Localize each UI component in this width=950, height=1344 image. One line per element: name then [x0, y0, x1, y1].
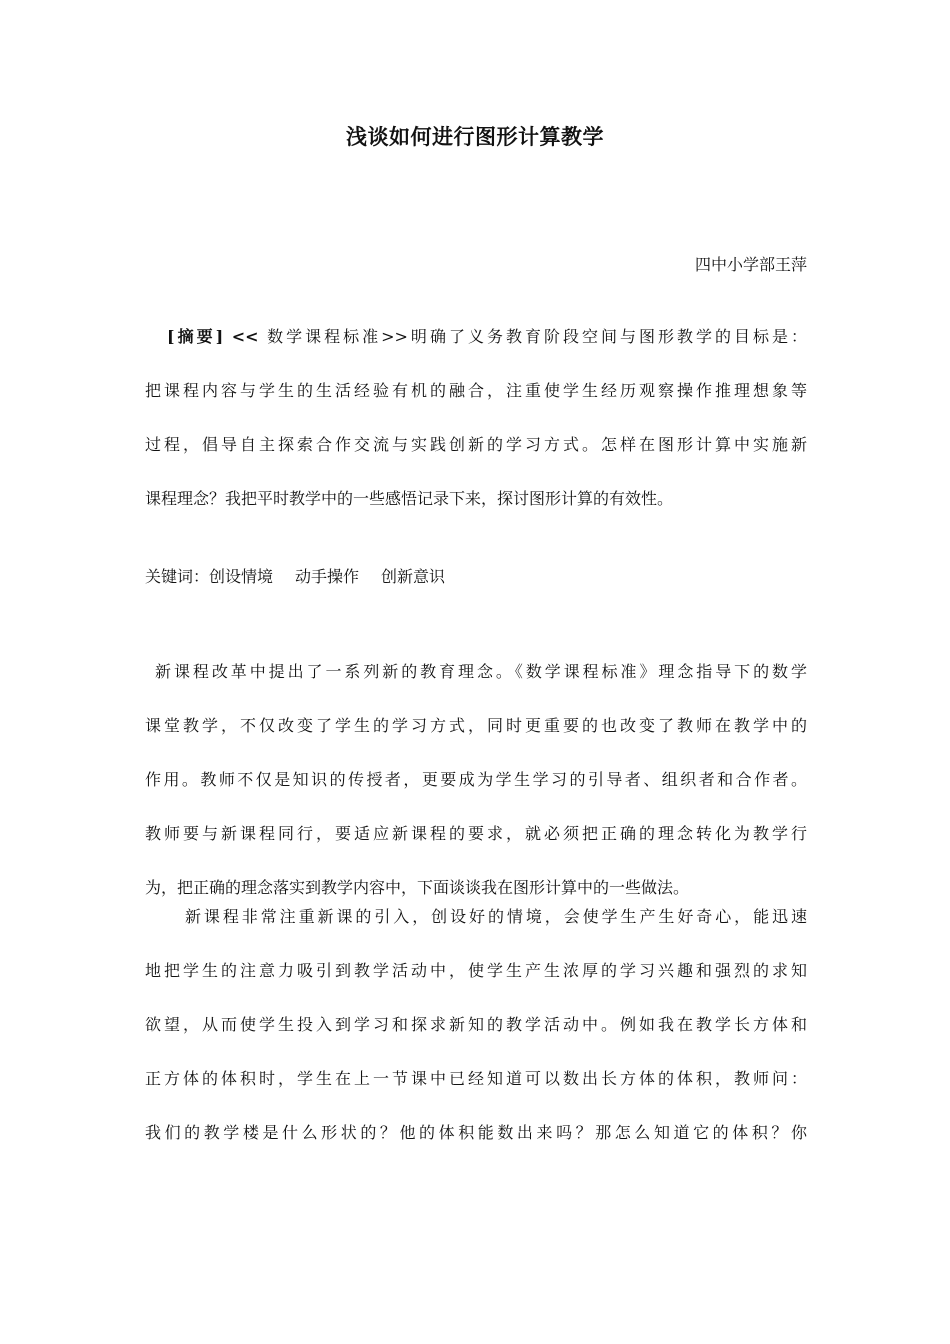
abstract-line: 课程理念？我把平时教学中的一些感悟记录下来，探讨图形计算的有效性。	[145, 489, 674, 508]
abstract-line: 把课程内容与学生的生活经验有机的融合，注重使学生经历观察操作推理想象等	[145, 381, 807, 400]
paragraph-line: 作用。教师不仅是知识的传授者，更要成为学生学习的引导者、组织者和合作者。	[145, 770, 807, 789]
paragraph-line: 新课程改革中提出了一系列新的教育理念。《数学课程标准》理念指导下的数学	[155, 662, 807, 681]
keywords-label: 关键词：	[145, 567, 210, 586]
paragraph-line: 正方体的体积时，学生在上一节课中已经知道可以数出长方体的体积，教师问：	[145, 1069, 807, 1088]
keywords-line	[145, 562, 445, 592]
abstract-text: 数学课程标准>>明确了义务教育阶段空间与图形教学的目标是：	[267, 327, 807, 346]
body-paragraph	[145, 645, 807, 915]
abstract-line: 过程，倡导自主探索合作交流与实践创新的学习方式。怎样在图形计算中实施新	[145, 435, 807, 454]
paragraph-line: 课堂教学，不仅改变了学生的学习方式，同时更重要的也改变了教师在教学中的	[145, 716, 807, 735]
paragraph-line: 地把学生的注意力吸引到教学活动中，使学生产生浓厚的学习兴趣和强烈的求知	[145, 961, 807, 980]
keyword-item: 创设情境	[209, 567, 274, 586]
abstract-label: [摘要] <<	[167, 327, 268, 346]
keyword-item: 创新意识	[381, 567, 446, 586]
body-paragraph	[145, 890, 807, 1160]
abstract-line	[145, 310, 807, 364]
author-line: 四中小学部王萍	[694, 255, 807, 274]
paragraph-line: 为，把正确的理念落实到教学内容中，下面谈谈我在图形计算中的一些做法。	[145, 878, 690, 897]
paragraph-line: 教师要与新课程同行，要适应新课程的要求，就必须把正确的理念转化为教学行	[145, 824, 807, 843]
paragraph-line: 我们的教学楼是什么形状的？他的体积能数出来吗？那怎么知道它的体积？你	[145, 1123, 807, 1142]
keyword-item: 动手操作	[295, 567, 360, 586]
paragraph-line: 新课程非常注重新课的引入，创设好的情境，会使学生产生好奇心，能迅速	[185, 907, 807, 926]
document-title: 浅谈如何进行图形计算教学	[346, 124, 604, 149]
paragraph-line: 欲望，从而使学生投入到学习和探求新知的教学活动中。例如我在教学长方体和	[145, 1015, 807, 1034]
abstract-section	[145, 310, 807, 526]
